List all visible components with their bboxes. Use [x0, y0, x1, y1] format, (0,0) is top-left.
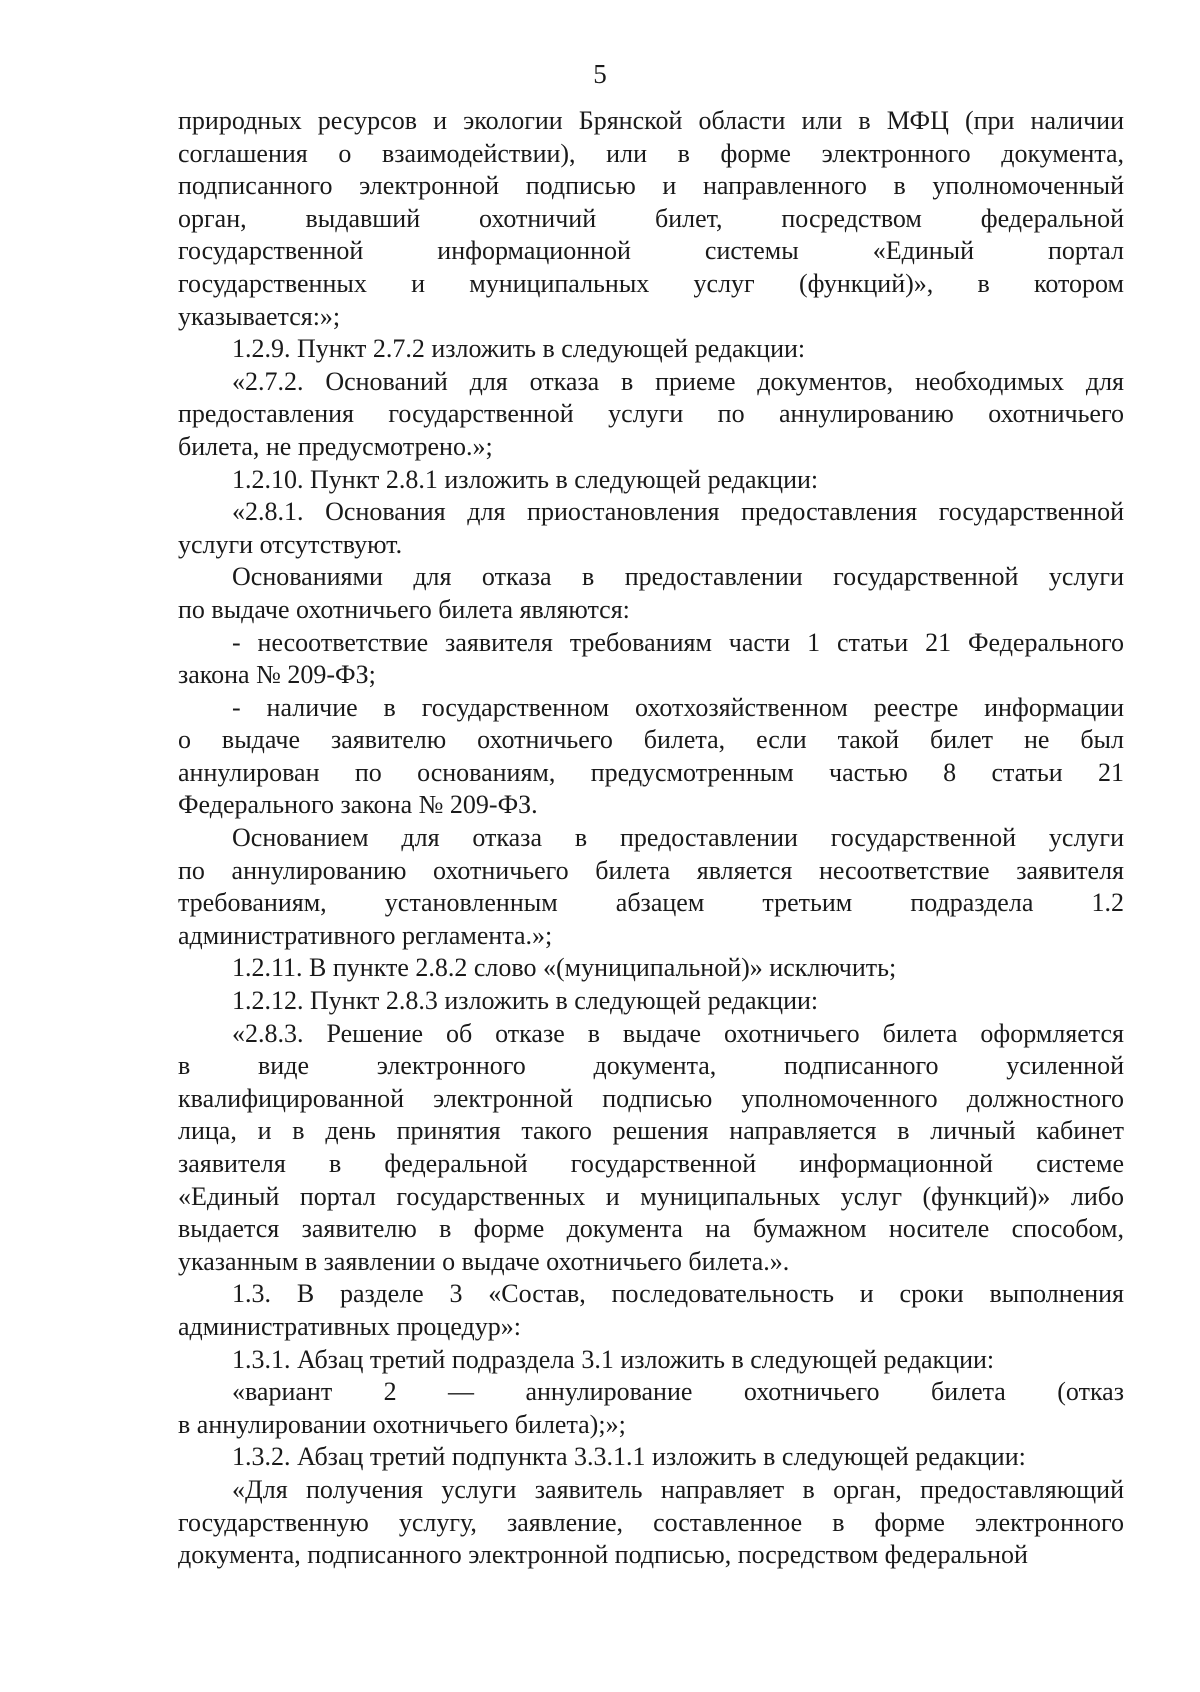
paragraph	[178, 105, 1124, 333]
paragraph	[178, 496, 1124, 561]
paragraph	[178, 627, 1124, 692]
text-line: административного регламента.»;	[178, 920, 553, 950]
text-line: документа, подписанного электронной подписью, посредством федеральной	[178, 1540, 1028, 1570]
text-line: «Для получения услуги заявитель направляет в орган, предоставляющий	[232, 1474, 1124, 1504]
text-line: орган, выдавший охотничий билет, посредством федеральной	[178, 203, 1124, 233]
text-line: государственной информационной системы «Единый портал	[178, 236, 1124, 266]
text-line: - наличие в государственном охотхозяйственном реестре информации	[232, 692, 1124, 722]
text-line: государственных и муниципальных услуг (функций)», в котором	[178, 268, 1124, 298]
text-line: указанным в заявлении о выдаче охотничьего билета.».	[178, 1246, 790, 1276]
text-line: природных ресурсов и экологии Брянской области или в МФЦ (при наличии	[178, 106, 1124, 135]
text-line: соглашения о взаимодействии), или в форме электронного документа,	[178, 138, 1124, 168]
page-number: 5	[593, 59, 607, 89]
text-line: Основаниями для отказа в предоставлении государственной услуги	[232, 562, 1124, 592]
text-line: услуги отсутствуют.	[178, 529, 403, 559]
text-line: государственную услугу, заявление, составленное в форме электронного	[178, 1507, 1124, 1537]
text-line: «2.8.1. Основания для приостановления предоставления государственной	[232, 497, 1124, 527]
text-line: 1.3.2. Абзац третий подпункта 3.3.1.1 изложить в следующей редакции:	[232, 1442, 1026, 1472]
text-line: аннулирован по основаниям, предусмотренным частью 8 статьи 21	[178, 757, 1124, 787]
text-line: в виде электронного документа, подписанного усиленной	[178, 1051, 1124, 1081]
text-line: - несоответствие заявителя требованиям части 1 статьи 21 Федерального	[232, 627, 1124, 657]
text-line: требованиям, установленным абзацем третьим подраздела 1.2	[178, 888, 1124, 918]
text-line: по выдаче охотничьего билета являются:	[178, 594, 630, 624]
paragraph	[178, 1344, 1124, 1377]
document-body	[178, 105, 1124, 1572]
text-line: указывается:»;	[178, 301, 341, 331]
text-line: 1.2.9. Пункт 2.7.2 изложить в следующей редакции:	[232, 334, 806, 364]
paragraph	[178, 333, 1124, 366]
text-line: лица, и в день принятия такого решения направляется в личный кабинет	[178, 1116, 1124, 1146]
text-line: подписанного электронной подписью и направленного в уполномоченный	[178, 171, 1124, 201]
paragraph	[178, 366, 1124, 464]
paragraph	[178, 1018, 1124, 1279]
text-line: билета, не предусмотрено.»;	[178, 431, 493, 461]
text-line: выдается заявителю в форме документа на бумажном носителе способом,	[178, 1214, 1124, 1244]
text-line: 1.2.10. Пункт 2.8.1 изложить в следующей редакции:	[232, 464, 819, 494]
text-line: «2.8.3. Решение об отказе в выдаче охотничьего билета оформляется	[232, 1018, 1124, 1048]
text-line: предоставления государственной услуги по аннулированию охотничьего	[178, 399, 1124, 429]
text-line: 1.2.11. В пункте 2.8.2 слово «(муниципальной)» исключить;	[232, 953, 897, 983]
paragraph	[178, 1441, 1124, 1474]
text-line: 1.3.1. Абзац третий подраздела 3.1 изложить в следующей редакции:	[232, 1344, 995, 1374]
text-line: о выдаче заявителю охотничьего билета, если такой билет не был	[178, 725, 1124, 755]
text-line: «Единый портал государственных и муниципальных услуг (функций)» либо	[178, 1181, 1124, 1211]
text-line: «вариант 2 — аннулирование охотничьего билета (отказ	[232, 1377, 1124, 1407]
paragraph	[178, 1474, 1124, 1572]
text-line: Основанием для отказа в предоставлении государственной услуги	[232, 823, 1124, 853]
paragraph	[178, 952, 1124, 985]
text-line: в аннулировании охотничьего билета);»;	[178, 1409, 626, 1439]
paragraph	[178, 692, 1124, 822]
paragraph	[178, 464, 1124, 497]
text-line: 1.2.12. Пункт 2.8.3 изложить в следующей редакции:	[232, 986, 819, 1016]
paragraph	[178, 822, 1124, 952]
text-line: по аннулированию охотничьего билета является несоответствие заявителя	[178, 855, 1124, 885]
text-line: квалифицированной электронной подписью уполномоченного должностного	[178, 1083, 1124, 1113]
text-line: административных процедур»:	[178, 1311, 521, 1341]
paragraph	[178, 985, 1124, 1018]
text-line: «2.7.2. Оснований для отказа в приеме документов, необходимых для	[232, 366, 1124, 396]
text-line: 1.3. В разделе 3 «Состав, последовательность и сроки выполнения	[232, 1279, 1124, 1309]
paragraph	[178, 1278, 1124, 1343]
text-line: закона № 209-ФЗ;	[178, 660, 376, 690]
text-line: заявителя в федеральной государственной информационной системе	[178, 1149, 1124, 1178]
paragraph	[178, 1376, 1124, 1441]
paragraph	[178, 561, 1124, 626]
text-line: Федерального закона № 209-ФЗ.	[178, 790, 538, 820]
